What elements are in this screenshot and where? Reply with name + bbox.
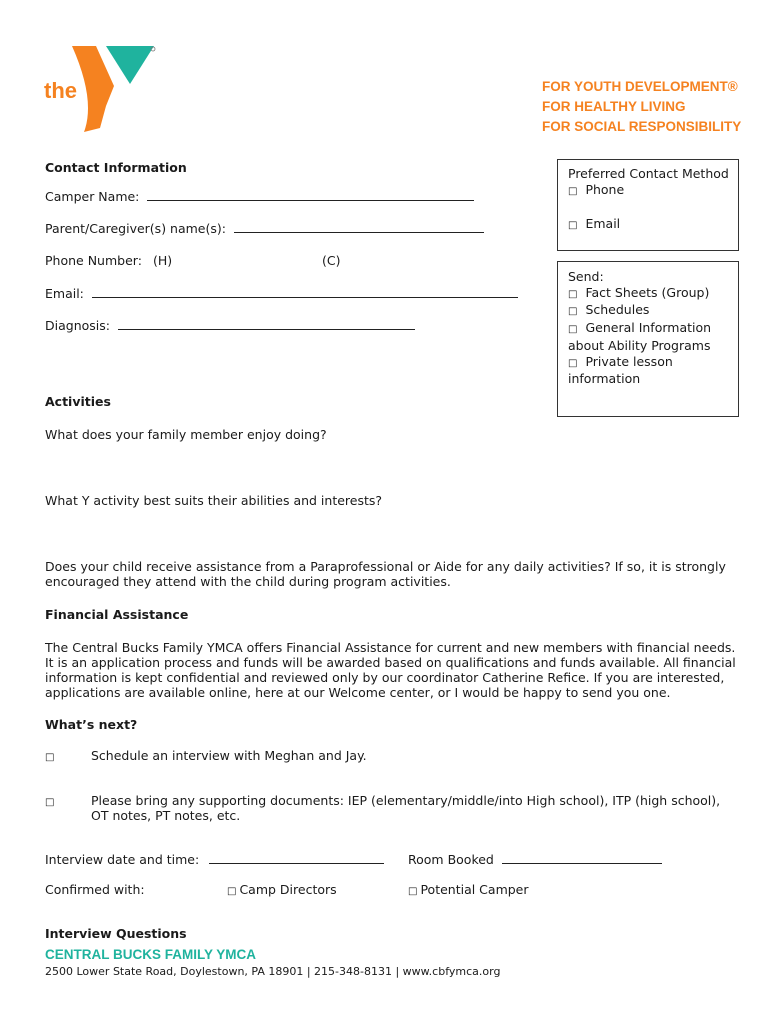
interview-date-label: Interview date and time:	[45, 852, 200, 867]
phone-row	[45, 253, 365, 268]
financial-paragraph: The Central Bucks Family YMCA offers Financial Assistance for current and new members with financial needs. It is an application process and funds will be awarded based on qualifications and funds available. All financial information is kept confidential and reviewed only by our coordinator Catherine Refice. If you are interested, applications are available online, here at our Welcome center, or I would be happy to send you one.	[45, 640, 736, 700]
phone-label: Phone Number:	[45, 253, 142, 268]
interview-date-field[interactable]	[209, 862, 384, 864]
financial-heading: Financial Assistance	[45, 607, 189, 622]
camper-name-field[interactable]	[147, 199, 474, 201]
taglines	[542, 77, 741, 137]
activities-question-1: What does your family member enjoy doing?	[45, 427, 327, 442]
send-general-info-option[interactable]: □ General Information	[568, 320, 712, 336]
phone-home-label: (H)	[153, 253, 173, 268]
tagline-2: FOR HEALTHY LIVING	[542, 99, 686, 114]
preferred-phone-option[interactable]: □ Phone	[568, 182, 625, 197]
send-general-info-cont: about Ability Programs	[568, 337, 711, 353]
diagnosis-row	[45, 318, 415, 333]
send-title: Send:	[568, 269, 604, 284]
email-label: Email:	[45, 286, 84, 301]
room-booked-label: Room Booked	[408, 852, 494, 867]
checkbox-icon[interactable]: □	[568, 186, 578, 197]
next-item-1: □ Schedule an interview with Meghan and Jay.	[45, 748, 367, 763]
checkbox-icon[interactable]: □	[568, 357, 578, 369]
preferred-contact-box	[557, 159, 739, 251]
send-private-lesson-option[interactable]: □ Private lesson	[568, 353, 673, 369]
preferred-contact-title: Preferred Contact Method	[568, 166, 729, 181]
org-name: CENTRAL BUCKS FAMILY YMCA	[45, 947, 257, 962]
camp-directors-option[interactable]: □ Camp Directors	[227, 882, 337, 897]
send-box	[557, 261, 739, 417]
camper-name-label: Camper Name:	[45, 189, 140, 204]
svg-text:YMCA: YMCA	[104, 122, 122, 135]
diagnosis-field[interactable]	[118, 328, 415, 330]
contact-heading: Contact Information	[45, 160, 187, 175]
camper-name-row	[45, 189, 474, 204]
parent-name-field[interactable]	[234, 231, 484, 233]
checkbox-icon[interactable]: □	[568, 220, 578, 231]
room-booked-field[interactable]	[502, 862, 662, 864]
email-row	[45, 286, 518, 301]
checkbox-icon[interactable]: □	[227, 886, 237, 897]
whats-next-heading: What’s next?	[45, 717, 138, 732]
parent-name-label: Parent/Caregiver(s) name(s):	[45, 221, 226, 236]
checkbox-icon[interactable]: □	[45, 797, 55, 808]
checkbox-icon[interactable]: □	[568, 306, 578, 318]
preferred-email-option[interactable]: □ Email	[568, 216, 621, 231]
send-schedules-option[interactable]: □ Schedules	[568, 302, 650, 318]
parent-name-row	[45, 221, 484, 236]
activities-heading: Activities	[45, 394, 111, 409]
next-item-2: □ Please bring any supporting documents: IEP (elementary/middle/into High school), ITP (high school), OT notes, PT notes, etc.	[45, 793, 721, 823]
activities-question-3: Does your child receive assistance from a Paraprofessional or Aide for any daily activities? If so, it is strongly encouraged they attend with the child during program activities.	[45, 559, 726, 589]
send-private-lesson-cont: information	[568, 371, 641, 387]
logo-word: the	[44, 78, 77, 103]
diagnosis-label: Diagnosis:	[45, 318, 110, 333]
checkbox-icon[interactable]: □	[45, 752, 55, 763]
tagline-1: FOR YOUTH DEVELOPMENT®	[542, 79, 738, 94]
room-booked-row	[408, 852, 662, 867]
tagline-3: FOR SOCIAL RESPONSIBILITY	[542, 119, 742, 134]
confirmed-with-label: Confirmed with:	[45, 882, 145, 897]
activities-question-2: What Y activity best suits their abilities and interests?	[45, 493, 383, 508]
interview-date-row	[45, 852, 384, 867]
org-address: 2500 Lower State Road, Doylestown, PA 18901 | 215-348-8131 | www.cbfymca.org	[45, 965, 501, 978]
send-fact-sheets-option[interactable]: □ Fact Sheets (Group)	[568, 284, 710, 300]
checkbox-icon[interactable]: □	[568, 324, 578, 336]
ymca-logo	[40, 40, 160, 135]
interview-questions-heading: Interview Questions	[45, 926, 187, 941]
phone-cell-label: (C)	[322, 253, 341, 268]
email-field[interactable]	[92, 296, 518, 298]
checkbox-icon[interactable]: □	[408, 886, 418, 897]
potential-camper-option[interactable]: □ Potential Camper	[408, 882, 529, 897]
checkbox-icon[interactable]: □	[568, 288, 578, 300]
